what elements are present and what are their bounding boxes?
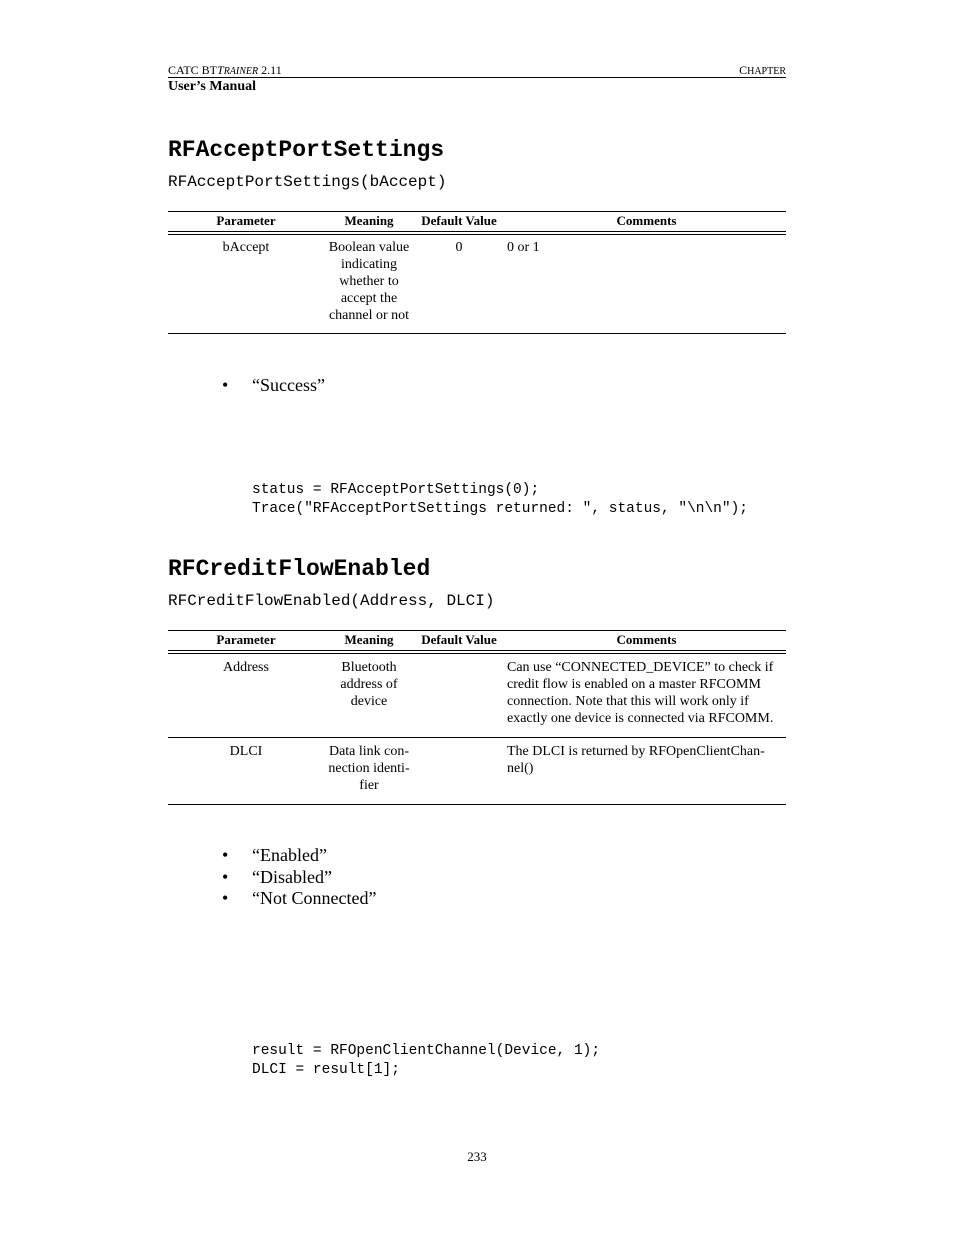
section-title: RFCreditFlowEnabled: [168, 556, 431, 582]
parameter-table: [168, 630, 786, 805]
cell-default: 0: [455, 240, 463, 255]
function-signature: RFAcceptPortSettings(bAccept): [168, 173, 447, 191]
list-item: [222, 867, 376, 889]
comment-line: connection. Note that this will work only if: [507, 694, 749, 709]
header-meaning: Meaning: [344, 632, 394, 647]
meaning-line: address of: [340, 677, 398, 692]
meaning-line: channel or not: [328, 308, 410, 323]
cell-param: DLCI: [229, 744, 263, 759]
comment-line: Can use “CONNECTED_DEVICE” to check if: [507, 660, 774, 675]
section-title: RFAcceptPortSettings: [168, 137, 445, 163]
return-values-list: [222, 845, 376, 910]
header-chapter-C: C: [739, 63, 748, 77]
header-chapter-small: HAPTER: [747, 66, 786, 77]
header-comments: Comments: [616, 213, 677, 228]
header-product-T: T: [217, 63, 224, 77]
return-value: “Not Connected”: [252, 888, 377, 908]
table-header: [168, 630, 786, 650]
return-values-list: [222, 375, 325, 397]
cell-comments: [507, 743, 786, 777]
table-row: [168, 235, 786, 334]
header-parameter: Parameter: [216, 632, 276, 647]
list-item: [222, 888, 376, 910]
meaning-line: nection identi-: [328, 761, 410, 776]
meaning-line: Bluetooth: [341, 660, 397, 675]
bullet: •: [222, 888, 229, 908]
meaning-line: Data link con-: [328, 744, 410, 759]
comment-line: credit flow is enabled on a master RFCOMM: [507, 677, 761, 692]
meaning-line: indicating: [341, 257, 397, 272]
meaning-line: Boolean value: [328, 240, 410, 255]
cell-meaning: [324, 239, 414, 324]
comment-line: 0 or 1: [507, 240, 540, 255]
function-signature: RFCreditFlowEnabled(Address, DLCI): [168, 592, 495, 610]
header-meaning: Meaning: [344, 213, 394, 228]
header-version: 2.11: [258, 63, 282, 77]
bullet: •: [222, 866, 229, 887]
header-default-value: Default Value: [421, 632, 497, 647]
page-number: 233: [467, 1149, 487, 1164]
table-header: [168, 211, 786, 231]
table-row: [168, 738, 786, 805]
cell-comments: [507, 659, 786, 727]
code-example: [252, 1042, 600, 1079]
cell-param: Address: [223, 660, 269, 675]
cell-meaning: [324, 659, 414, 710]
code-line: status = RFAcceptPortSettings(0);: [252, 482, 540, 498]
meaning-line: fier: [359, 778, 379, 793]
header-product-small: RAINER: [223, 66, 259, 77]
return-value: “Disabled”: [252, 866, 332, 887]
meaning-line: whether to: [339, 274, 399, 289]
code-line: DLCI = result[1];: [252, 1061, 400, 1078]
list-item: [222, 845, 376, 867]
code-line: Trace("RFAcceptPortSettings returned: ", status, "\n\n");: [252, 500, 748, 517]
header-comments: Comments: [616, 632, 677, 647]
comment-line: nel(): [507, 761, 534, 776]
return-value: “Success”: [252, 375, 325, 395]
code-line: result = RFOpenClientChannel(Device, 1);: [252, 1043, 601, 1059]
header-subtitle: User’s Manual: [168, 79, 257, 94]
return-value: “Enabled”: [252, 845, 327, 865]
parameter-table: [168, 211, 786, 334]
bullet: •: [222, 845, 229, 865]
list-item: [222, 375, 325, 397]
comment-line: The DLCI is returned by RFOpenClientChan-: [507, 744, 765, 759]
cell-param: bAccept: [222, 240, 270, 255]
cell-comments: [507, 239, 786, 256]
header-product: CATC BT: [168, 63, 218, 77]
comment-line: exactly one device is connected via RFCOMM.: [507, 711, 774, 726]
header-default-value: Default Value: [421, 213, 497, 228]
meaning-line: accept the: [340, 291, 398, 306]
header-rule: [168, 77, 786, 78]
meaning-line: device: [350, 694, 388, 709]
cell-meaning: [324, 743, 414, 794]
code-example: [252, 481, 748, 518]
table-row: [168, 654, 786, 738]
bullet: •: [222, 375, 229, 395]
header-parameter: Parameter: [216, 213, 276, 228]
